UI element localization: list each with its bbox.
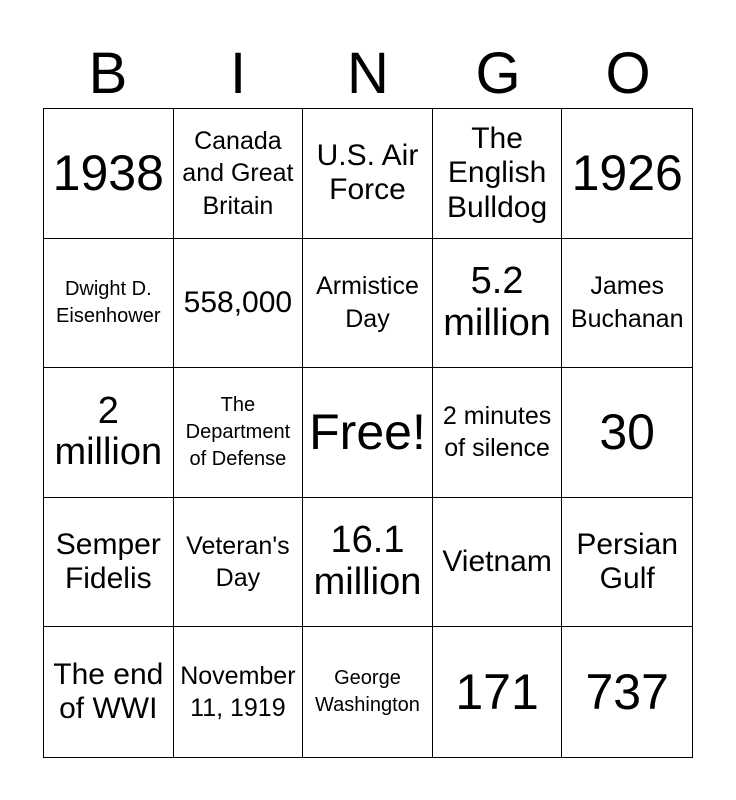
bingo-cell[interactable]: 2 minutes of silence: [433, 368, 563, 498]
bingo-cell[interactable]: 30: [562, 368, 692, 498]
bingo-header: [43, 40, 693, 108]
bingo-cell[interactable]: The English Bulldog: [433, 109, 563, 239]
bingo-board: [43, 108, 693, 758]
bingo-cell[interactable]: 1938: [44, 109, 174, 239]
bingo-cell[interactable]: Semper Fidelis: [44, 498, 174, 628]
bingo-cell[interactable]: Canada and Great Britain: [174, 109, 304, 239]
header-letter-o: O: [605, 41, 651, 106]
free-space-cell[interactable]: Free!: [303, 368, 433, 498]
bingo-cell[interactable]: 558,000: [174, 239, 304, 369]
bingo-cell[interactable]: November 11, 1919: [174, 627, 304, 757]
bingo-cell[interactable]: James Buchanan: [562, 239, 692, 369]
bingo-cell[interactable]: The Department of Defense: [174, 368, 304, 498]
bingo-cell[interactable]: Persian Gulf: [562, 498, 692, 628]
bingo-cell[interactable]: Dwight D. Eisenhower: [44, 239, 174, 369]
bingo-cell[interactable]: 737: [585, 663, 669, 720]
bingo-cell[interactable]: 5.2 million: [433, 239, 563, 369]
bingo-cell[interactable]: 1926: [562, 109, 692, 239]
bingo-cell[interactable]: George Washington: [303, 627, 433, 757]
header-letter-b: B: [88, 41, 128, 106]
bingo-cell[interactable]: U.S. Air Force: [303, 109, 433, 239]
bingo-cell[interactable]: The end of WWI: [44, 627, 174, 757]
bingo-cell[interactable]: 2 million: [44, 368, 174, 498]
bingo-cell[interactable]: 171: [433, 627, 563, 757]
bingo-cell[interactable]: Vietnam: [433, 498, 563, 628]
bingo-cell[interactable]: 16.1 million: [303, 498, 433, 628]
header-letter-g: G: [475, 41, 521, 106]
header-letter-n: N: [347, 41, 389, 106]
bingo-cell[interactable]: Veteran's Day: [174, 498, 304, 628]
bingo-cell[interactable]: Armistice Day: [303, 239, 433, 369]
header-letter-i: I: [229, 41, 247, 106]
